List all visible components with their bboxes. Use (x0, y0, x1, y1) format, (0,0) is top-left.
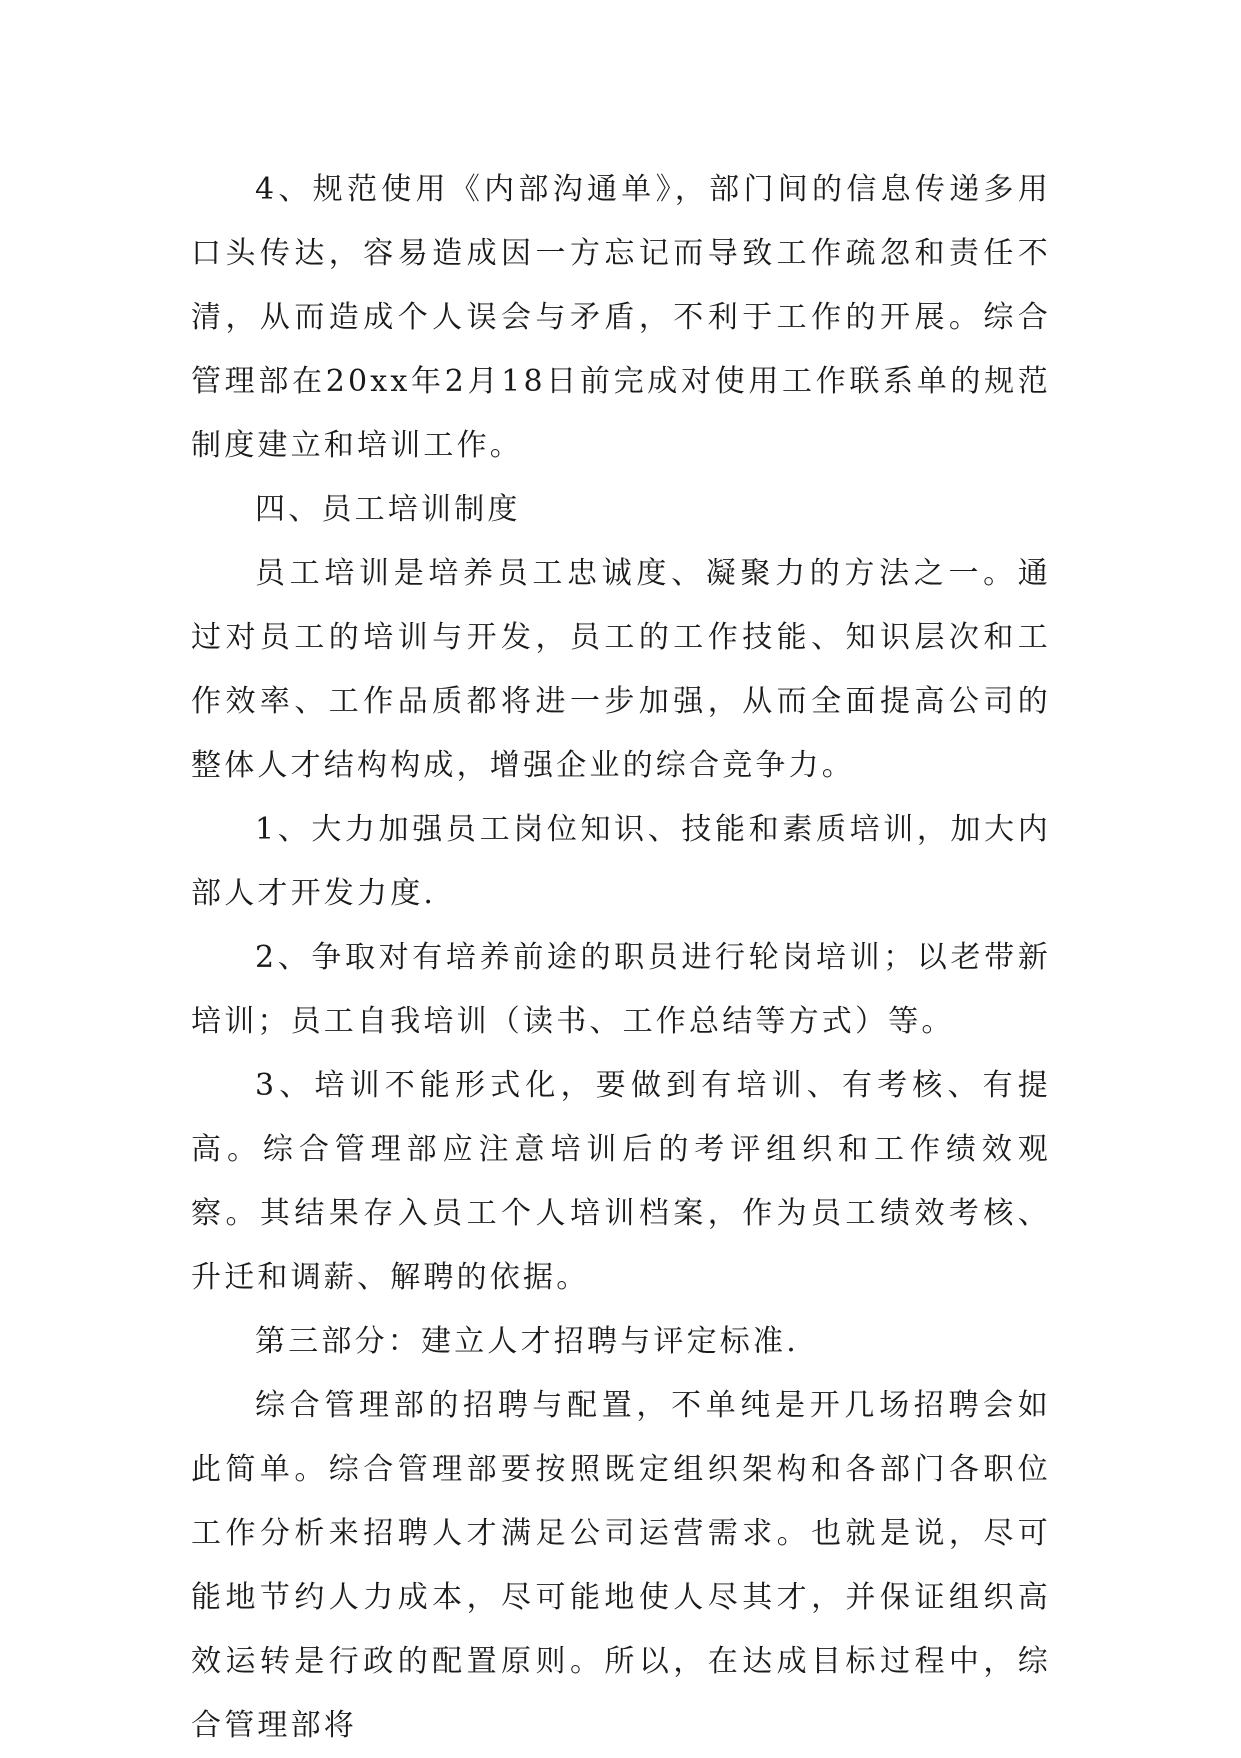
paragraph-training-item-3: 3、培训不能形式化，要做到有培训、有考核、有提高。综合管理部应注意培训后的考评组织和工作绩效观察。其结果存入员工个人培训档案，作为员工绩效考核、升迁和调薪、解聘的依据。 (191, 1068, 1051, 1295)
paragraph-communication-form: 4、规范使用《内部沟通单》，部门间的信息传递多用口头传达，容易造成因一方忘记而导致工作疏忽和责任不清，从而造成个人误会与矛盾，不利于工作的开展。综合管理部在20xx年2月18日前完成对使用工作联系单的规范制度建立和培训工作。 (191, 172, 1051, 463)
document-page (191, 158, 1051, 1758)
paragraph-training-item-1: 1、大力加强员工岗位知识、技能和素质培训，加大内部人才开发力度. (191, 812, 1051, 911)
paragraph-recruitment: 综合管理部的招聘与配置，不单纯是开几场招聘会如此简单。综合管理部要按照既定组织架构和各部门各职位工作分析来招聘人才满足公司运营需求。也就是说，尽可能地节约人力成本，尽可能地使人尽其才，并保证组织高效运转是行政的配置原则。所以，在达成目标过程中，综合管理部将 (191, 1388, 1051, 1743)
paragraph-training-intro: 员工培训是培养员工忠诚度、凝聚力的方法之一。通过对员工的培训与开发，员工的工作技能、知识层次和工作效率、工作品质都将进一步加强，从而全面提高公司的整体人才结构构成，增强企业的综合竞争力。 (191, 556, 1051, 783)
section-heading-part-three: 第三部分：建立人才招聘与评定标准. (255, 1324, 799, 1359)
paragraph-training-item-2: 2、争取对有培养前途的职员进行轮岗培训；以老带新培训；员工自我培训（读书、工作总结等方式）等。 (191, 940, 1051, 1039)
section-heading-training: 四、员工培训制度 (255, 492, 521, 527)
